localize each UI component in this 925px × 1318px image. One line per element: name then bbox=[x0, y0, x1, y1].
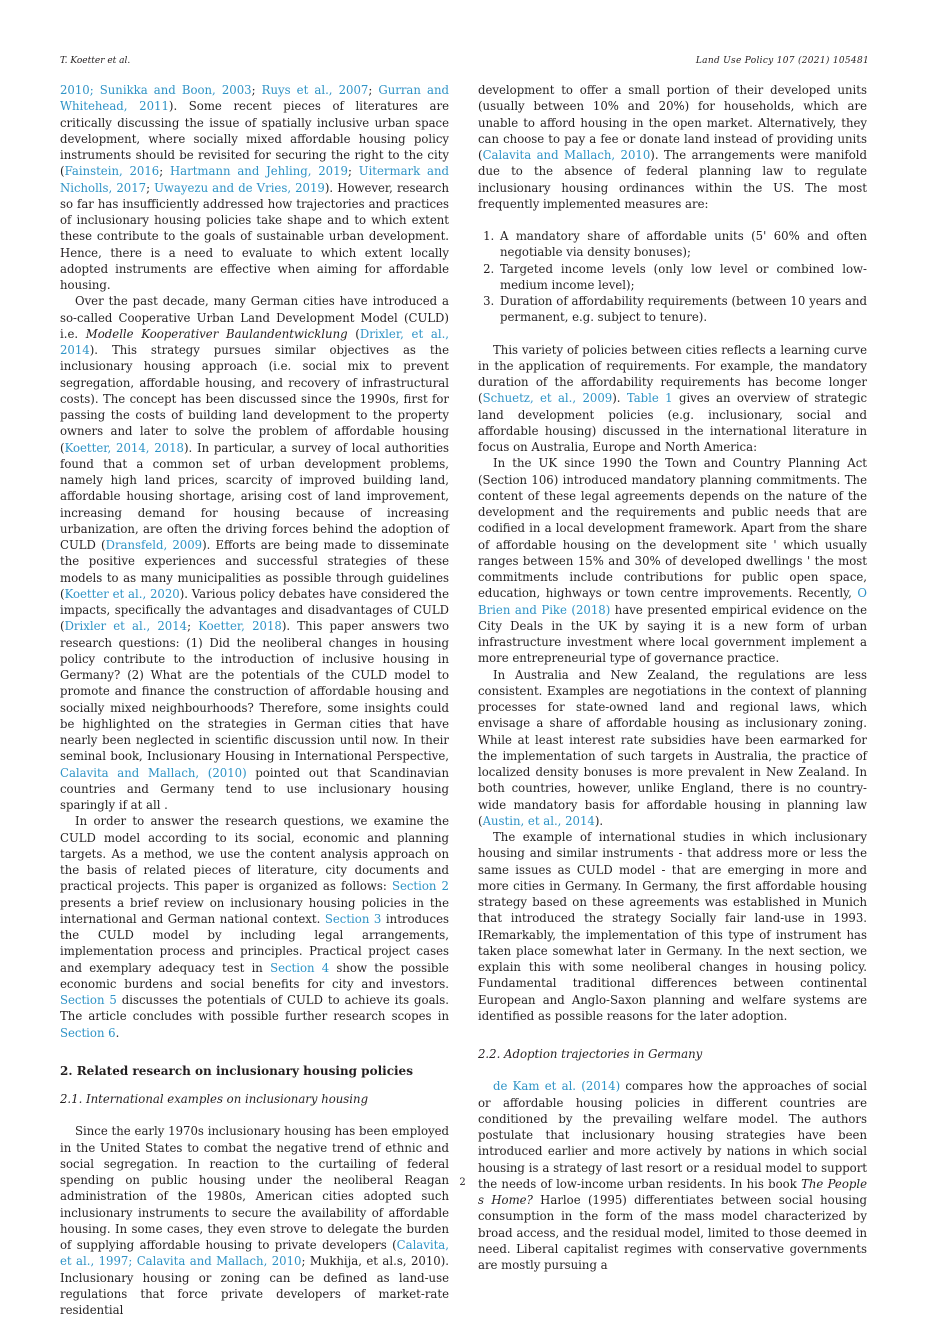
citation-link[interactable]: Drixler et al., 2014 bbox=[64, 619, 188, 634]
text-run: have presented empirical evidence on the City Deals in the UK by saying it is a new form of urban infrastructure investment where local government implement a more entrepreneurial type of governance practice. bbox=[478, 602, 867, 666]
text-run: introduces the CULD model by including legal arrangements, implementation process and principles. Practical project cases and exemplary adequacy test in bbox=[60, 911, 449, 975]
citation-link[interactable]: Calavita and Mallach, (2010) bbox=[60, 765, 247, 780]
paragraph bbox=[478, 342, 867, 456]
text-run: In Australia and New Zealand, the regulations are less consistent. Examples are negotiations in the context of planning processes for state-owned land and regional laws, which envisage a share of affordable housing as inclusionary zoning. While at least interest rate subsidies have been earmarked for the implementation of such targets in Australia, the practice of localized density bonuses is more prevalent in New Zealand. In both countries, however, unlike England, there is no country-wide mandatory basis for affordable housing in planning law ( bbox=[478, 667, 867, 828]
text-run: Since the early 1970s inclusionary housing has been employed in the United States to combat the negative trend of ethnic and social segregation. In reaction to the curtailing of federal spending on public housing under the neoliberal Reagan administration of the 1980s, American cities adopted such inclusionary instruments to secure the availability of affordable housing. In some cases, they even strove to delegate the burden of supplying affordable housing to private developers ( bbox=[60, 1124, 449, 1252]
citation-link[interactable]: Drixler, et al., 2014 bbox=[60, 326, 450, 357]
text-run: pointed out that Scandinavian countries and Germany tend to use inclusionary housing sparingly if at all . bbox=[60, 765, 449, 812]
citation-link[interactable]: 2010; Sunikka and Boon, 2003 bbox=[60, 83, 252, 97]
text-run: . bbox=[115, 1025, 120, 1040]
measures-list bbox=[478, 228, 867, 326]
citation-link[interactable]: Dransfeld, 2009 bbox=[105, 538, 203, 552]
subsection-heading: 2.1. International examples on inclusionary housing bbox=[60, 1092, 369, 1106]
text-run: compares how the approaches of social or affordable housing policies in different countries are conditioned by the prevailing welfare model. The authors postulate that inclusionary housing strategies have been introduced earlier and more actively by nations in which social housing is a strategy of last resort or a residual model to support the needs of low-income urban residents. In his book bbox=[478, 1079, 867, 1191]
text-run: ). bbox=[612, 391, 627, 406]
text-run: show the possible economic burdens and social benefits for city and investors. bbox=[60, 960, 449, 991]
list-item: 3. Duration of affordability requirements (between 10 years and permanent, e.g. subject to tenure). bbox=[498, 293, 867, 326]
list-item: 1. A mandatory share of affordable units (5' 60% and often negotiable via density bonuses); bbox=[498, 228, 867, 261]
section-link[interactable]: Section 5 bbox=[60, 993, 117, 1007]
section-link[interactable]: Section 3 bbox=[324, 911, 382, 926]
paragraph bbox=[478, 667, 867, 830]
header-journal: Land Use Policy 107 (2021) 105481 bbox=[695, 56, 869, 66]
citation-link[interactable]: Calavita, et al., 1997; Calavita and Mallach, 2010 bbox=[60, 1238, 449, 1269]
text-run: In order to answer the research questions, we examine the CULD model according to its social, economic and planning targets. As a method, we use the content analysis approach on the basis of related pieces of literature, city documents and practical projects. This paper is organized as follows: bbox=[60, 814, 449, 894]
subsection-heading: 2.2. Adoption trajectories in Germany bbox=[478, 1047, 703, 1061]
citation-link[interactable]: Calavita and Mallach, 2010 bbox=[482, 148, 651, 162]
citation-link[interactable]: Uitermark and Nicholls, 2017 bbox=[60, 164, 449, 195]
citation-link[interactable]: de Kam et al. (2014) bbox=[493, 1079, 621, 1094]
citation-link[interactable]: Uwayezu and de Vries, 2019 bbox=[154, 180, 325, 195]
text-run: ; bbox=[146, 180, 155, 195]
text-run: This variety of policies between cities reflects a learning curve in the application of requirements. For example, the mandatory duration of the affordability requirements has become longer ( bbox=[478, 342, 867, 406]
text-run: ; bbox=[187, 619, 199, 634]
citation-link[interactable]: Austin, et al., 2014 bbox=[482, 813, 595, 828]
right-column bbox=[478, 82, 867, 1273]
text-run: ( bbox=[347, 326, 360, 341]
citation-link[interactable]: Gurran and Whitehead, 2011 bbox=[60, 83, 449, 114]
text-run: Over the past decade, many German cities have introduced a so-called Cooperative Urban Land Development Model (CULD) i.e. bbox=[60, 294, 449, 341]
text-run: ). However, research so far has insufficiently addressed how trajectories and practices of inclusionary housing policies take shape and to which extent these contribute to the goals of sustainable urban development. Hence, there is a need to evaluate to which extent locally adopted instruments are effective when aiming for affordable housing. bbox=[60, 180, 450, 292]
citation-link[interactable]: Fainstein, 2016 bbox=[64, 164, 160, 179]
text-run: ). Some recent pieces of literatures are critically discussing the issue of spatially inclusive urban space development, where socially mixed affordable housing policy instruments should be revisited for securing the right to the city ( bbox=[60, 99, 449, 179]
section-link[interactable]: Section 4 bbox=[270, 960, 330, 975]
paragraph bbox=[478, 82, 867, 212]
citation-link[interactable]: Koetter et al., 2020 bbox=[64, 586, 180, 601]
text-run: ; bbox=[159, 164, 170, 179]
text-run: discusses the potentials of CULD to achieve its goals. The article concludes with possible further research scopes in bbox=[60, 993, 449, 1024]
section-link[interactable]: Section 6 bbox=[60, 1025, 116, 1040]
citation-link[interactable]: Ruys et al., 2007 bbox=[261, 83, 369, 97]
left-column bbox=[60, 82, 449, 1318]
paragraph bbox=[60, 813, 449, 1041]
list-item: 2. Targeted income levels (only low level or combined low-medium income level); bbox=[498, 261, 867, 294]
citation-link[interactable]: Koetter, 2014, 2018 bbox=[64, 440, 184, 455]
italic-term: Modelle Kooperativer Baulandentwicklung bbox=[85, 326, 348, 341]
text-run: The example of international studies in which inclusionary housing and similar instruments - that address more or less the same issues as CULD model - that are emerging in more and more cities in Germany. In Germany, the first affordable housing strategy based on these agreements was established in Munich that introduced the strategy Socially fair land-use in 1993. IRemarkably, the implementation of this type of instrument has taken place somewhat later in Germany. In the next section, we explain this with some neoliberal changes in housing policy. Fundamental traditional differences between continental European and Anglo-Saxon planning and welfare systems are identified as possible reasons for the later adoption. bbox=[478, 830, 867, 1023]
text-run: ; bbox=[368, 83, 379, 97]
text-run: ). This strategy pursues similar objectives as the inclusionary housing approach (i.e. social mix to prevent segregation, affordable housing, and recovery of infrastructural costs). The concept has been discussed since the 1990s, first for passing the costs of building land development to the property owners and later to solve the problem of affordable housing ( bbox=[60, 343, 449, 455]
text-run: ; bbox=[347, 164, 359, 179]
paragraph bbox=[478, 829, 867, 1024]
citation-link[interactable]: Koetter, 2018 bbox=[198, 619, 282, 634]
page-number: 2 bbox=[459, 1177, 466, 1188]
text-run: ). Efforts are being made to disseminate the positive experiences and successful strategies of these models to as many municipalities as possible through guidelines ( bbox=[60, 538, 449, 601]
text-run: ; Mukhija, et al.s, 2010). Inclusionary housing or zoning can be defined as land-use regulations that force private developers of market-rate residential bbox=[60, 1254, 450, 1317]
text-run: ). The arrangements were manifold due to the absence of federal planning law to regulate inclusionary housing ordinances within the US. The most frequently implemented measures are: bbox=[478, 148, 868, 211]
text-run: In the UK since 1990 the Town and Country Planning Act (Section 106) introduced mandatory planning commitments. The content of these legal agreements depends on the nature of the development and the requirements and public needs that are codified in a local development framework. Apart from the share of affordable housing on the development site ' which usually ranges between 15% and 30% of developed dwellings ' the most commitments include contributions for public open space, education, highways or town centre improvements. Recently, bbox=[478, 456, 867, 601]
text-run: ; bbox=[251, 83, 262, 97]
section-heading: 2. Related research on inclusionary housing policies bbox=[60, 1063, 413, 1078]
table-link[interactable]: Table 1 bbox=[626, 391, 673, 406]
citation-link[interactable]: O Brien and Pike (2018) bbox=[478, 586, 867, 617]
citation-link[interactable]: Schuetz, et al., 2009 bbox=[482, 391, 613, 406]
italic-title: The People s Home? bbox=[478, 1176, 867, 1207]
text-run: ). In particular, a survey of local authorities found that a common set of urban development problems, namely high land prices, scarcity of improved building land, affordable housing shortage, arising cost of land improvement, increasing demand for housing because of increasing urbanization, are often the driving forces behind the adoption of CULD ( bbox=[60, 440, 449, 552]
paragraph bbox=[60, 82, 449, 293]
text-run: ). This paper answers two research questions: (1) Did the neoliberal changes in housing policy contribute to the introduction of inclusive housing in Germany? (2) What are the potentials of the CULD model to promote and finance the construction of affordable housing and socially mixed neighbourhoods? Therefore, some insights could be highlighted on the strategies in German cities that have nearly been neglected in scientific discussion until now. In their seminal book, Inclusionary Housing in International Perspective, bbox=[60, 619, 449, 764]
paragraph bbox=[60, 1123, 449, 1318]
text-run: ). bbox=[594, 813, 604, 828]
running-header bbox=[60, 56, 869, 70]
text-run: development to offer a small portion of their developed units (usually between 10% and 20%) for households, which are unable to afford housing in the open market. Alternatively, they can choose to pay a fee or donate land instead of providing units ( bbox=[478, 83, 867, 162]
section-link[interactable]: Section 2 bbox=[391, 879, 449, 894]
text-run: ). Various policy debates have considered the impacts, specifically the advantages and disadvantages of CULD ( bbox=[60, 586, 449, 634]
text-run: presents a brief review on inclusionary housing policies in the international and German national context. bbox=[60, 895, 449, 926]
citation-link[interactable]: Hartmann and Jehling, 2019 bbox=[169, 164, 348, 179]
text-run: gives an overview of strategic land development policies (e.g. inclusionary, social and affordable housing) discussed in the international literature in focus on Australia, Europe and North America: bbox=[478, 391, 867, 454]
text-run: Harloe (1995) differentiates between social housing consumption in the form of the mass model characterized by broad access, and the residual model, limited to those deemed in need. Liberal capitalist regimes with conservative governments are mostly pursuing a bbox=[478, 1193, 867, 1272]
header-authors: T. Koetter et al. bbox=[60, 56, 131, 66]
paragraph bbox=[478, 455, 867, 666]
paragraph bbox=[60, 293, 449, 813]
paragraph bbox=[478, 1078, 867, 1273]
